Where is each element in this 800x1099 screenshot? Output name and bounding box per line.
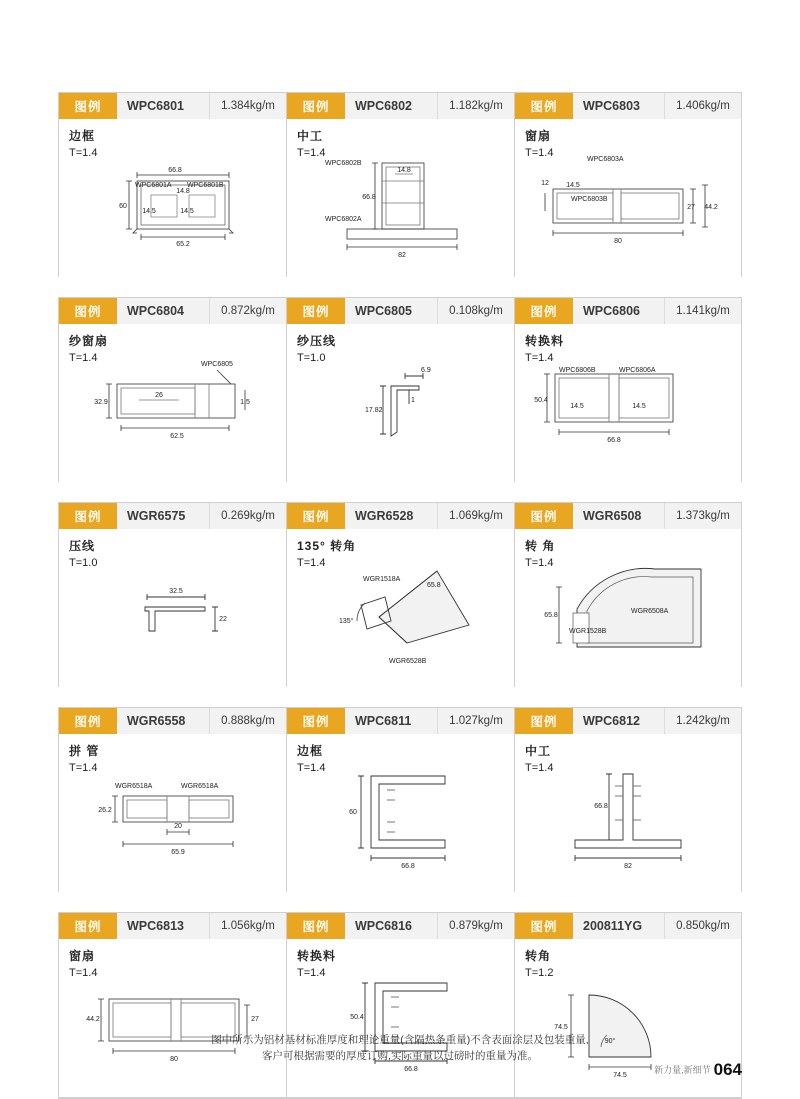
product-code: 200811YG bbox=[573, 913, 665, 939]
dim-label: 74.5 bbox=[613, 1072, 627, 1079]
product-thickness: T=1.4 bbox=[525, 762, 554, 774]
product-thickness: T=1.0 bbox=[297, 352, 326, 364]
profile-drawing bbox=[59, 961, 287, 1087]
product-thickness: T=1.4 bbox=[297, 557, 326, 569]
product-code: WPC6802 bbox=[345, 93, 438, 119]
card-header bbox=[515, 298, 741, 324]
dim-label: 14.5 bbox=[142, 208, 156, 215]
dim-label: 44.2 bbox=[704, 204, 718, 211]
dim-label: 66.8 bbox=[404, 1066, 418, 1073]
part-label: WPC6802A bbox=[325, 216, 362, 223]
page-number-value: 064 bbox=[713, 1060, 742, 1079]
product-weight: 1.406kg/m bbox=[665, 93, 741, 119]
product-thickness: T=1.4 bbox=[69, 147, 98, 159]
legend-tag: 图例 bbox=[287, 93, 345, 119]
dim-label: 14.5 bbox=[180, 208, 194, 215]
card-body bbox=[287, 324, 514, 482]
profile-drawing bbox=[515, 141, 743, 267]
dim-label: 14.5 bbox=[566, 182, 580, 189]
product-grid bbox=[58, 92, 742, 1099]
dim-label: 14.8 bbox=[397, 167, 411, 174]
card-header bbox=[59, 708, 286, 734]
page-number bbox=[654, 1060, 742, 1080]
legend-tag: 图例 bbox=[59, 93, 117, 119]
dim-label: 66.8 bbox=[362, 194, 376, 201]
product-code: WGR6575 bbox=[117, 503, 210, 529]
dim-label: 14.5 bbox=[570, 403, 584, 410]
product-code: WPC6811 bbox=[345, 708, 438, 734]
card-header bbox=[287, 503, 514, 529]
legend-tag: 图例 bbox=[515, 913, 573, 939]
product-thickness: T=1.4 bbox=[297, 762, 326, 774]
product-code: WPC6812 bbox=[573, 708, 665, 734]
product-thickness: T=1.2 bbox=[525, 967, 554, 979]
row-gap bbox=[58, 687, 742, 707]
row-gap bbox=[58, 482, 742, 502]
product-weight: 0.850kg/m bbox=[665, 913, 741, 939]
part-label: WGR6528B bbox=[389, 658, 427, 665]
product-thickness: T=1.4 bbox=[69, 352, 98, 364]
card-body bbox=[59, 529, 286, 687]
dim-label: 26 bbox=[155, 392, 163, 399]
product-card[interactable] bbox=[514, 92, 742, 277]
dim-label: 22 bbox=[219, 616, 227, 623]
card-header bbox=[59, 298, 286, 324]
product-weight: 1.182kg/m bbox=[438, 93, 514, 119]
card-header bbox=[287, 298, 514, 324]
legend-tag: 图例 bbox=[287, 913, 345, 939]
product-code: WPC6801 bbox=[117, 93, 210, 119]
dim-label: 66.8 bbox=[401, 863, 415, 870]
legend-tag: 图例 bbox=[59, 708, 117, 734]
part-label: WPC6803B bbox=[571, 196, 608, 203]
product-card[interactable] bbox=[286, 297, 514, 482]
product-weight: 1.242kg/m bbox=[665, 708, 741, 734]
product-weight: 1.027kg/m bbox=[438, 708, 514, 734]
legend-tag: 图例 bbox=[287, 708, 345, 734]
product-card[interactable] bbox=[58, 502, 286, 687]
legend-tag: 图例 bbox=[59, 503, 117, 529]
card-body bbox=[515, 324, 741, 482]
card-header bbox=[515, 913, 741, 939]
dim-label: 44.2 bbox=[86, 1016, 100, 1023]
product-name: 拼 管 bbox=[69, 744, 100, 758]
row-gap bbox=[58, 277, 742, 297]
profile-drawing bbox=[287, 961, 515, 1087]
product-weight: 0.879kg/m bbox=[438, 913, 514, 939]
product-weight: 0.108kg/m bbox=[438, 298, 514, 324]
profile-drawing bbox=[515, 551, 743, 677]
dim-label: 66.8 bbox=[607, 437, 621, 444]
legend-tag: 图例 bbox=[515, 708, 573, 734]
card-header bbox=[59, 503, 286, 529]
product-weight: 1.056kg/m bbox=[210, 913, 286, 939]
product-name: 135° 转角 bbox=[297, 539, 357, 553]
dim-label: 60 bbox=[119, 203, 127, 210]
dim-label: 82 bbox=[624, 863, 632, 870]
dim-label: 65.8 bbox=[544, 612, 558, 619]
card-header bbox=[287, 708, 514, 734]
profile-drawing bbox=[59, 551, 287, 677]
dim-label: 6.9 bbox=[421, 367, 431, 374]
card-body bbox=[515, 529, 741, 687]
card-body bbox=[59, 734, 286, 892]
product-name: 边框 bbox=[69, 129, 96, 143]
dim-label: 135° bbox=[339, 618, 354, 625]
card-header bbox=[515, 708, 741, 734]
profile-drawing bbox=[59, 346, 287, 472]
product-weight: 0.872kg/m bbox=[210, 298, 286, 324]
legend-tag: 图例 bbox=[287, 298, 345, 324]
dim-label: 27 bbox=[251, 1016, 259, 1023]
legend-tag: 图例 bbox=[59, 298, 117, 324]
legend-tag: 图例 bbox=[515, 503, 573, 529]
dim-label: 80 bbox=[614, 238, 622, 245]
product-card[interactable] bbox=[514, 502, 742, 687]
card-header bbox=[287, 93, 514, 119]
dim-label: 82 bbox=[398, 252, 406, 259]
part-label: WPC6805 bbox=[201, 361, 233, 368]
product-name: 窗扇 bbox=[525, 129, 552, 143]
product-code: WPC6813 bbox=[117, 913, 210, 939]
card-body bbox=[515, 734, 741, 892]
card-body bbox=[59, 324, 286, 482]
part-label: WGR1528B bbox=[569, 628, 607, 635]
profile-drawing bbox=[287, 141, 515, 267]
dim-label: 74.5 bbox=[554, 1024, 568, 1031]
product-code: WPC6806 bbox=[573, 298, 665, 324]
product-name: 转 角 bbox=[525, 539, 556, 553]
card-body bbox=[287, 119, 514, 277]
product-weight: 1.069kg/m bbox=[438, 503, 514, 529]
card-body bbox=[287, 939, 514, 1098]
part-label: WPC6801B bbox=[187, 182, 224, 189]
profile-drawing bbox=[287, 551, 515, 677]
product-code: WPC6804 bbox=[117, 298, 210, 324]
part-label: WGR1518A bbox=[363, 576, 401, 583]
product-card[interactable] bbox=[58, 912, 286, 1099]
product-card[interactable] bbox=[58, 707, 286, 892]
dim-label: 17.82 bbox=[365, 407, 383, 414]
part-label: WPC6806A bbox=[619, 367, 656, 374]
dim-label: 1.5 bbox=[240, 399, 250, 406]
dim-label: 65.8 bbox=[427, 582, 441, 589]
dim-label: 32.5 bbox=[169, 588, 183, 595]
dim-label: 50.4 bbox=[534, 397, 548, 404]
product-thickness: T=1.4 bbox=[525, 147, 554, 159]
dim-label: 90° bbox=[604, 1038, 616, 1045]
product-name: 中工 bbox=[525, 744, 552, 758]
card-body bbox=[59, 119, 286, 277]
part-label: WPC6802B bbox=[325, 160, 362, 167]
card-header bbox=[59, 913, 286, 939]
row-gap bbox=[58, 892, 742, 912]
card-header bbox=[59, 93, 286, 119]
card-body bbox=[515, 119, 741, 277]
profile-drawing bbox=[287, 346, 515, 472]
product-code: WGR6508 bbox=[573, 503, 665, 529]
product-thickness: T=1.4 bbox=[69, 967, 98, 979]
dim-label: 26.2 bbox=[98, 807, 112, 814]
part-label: WPC6801A bbox=[135, 182, 172, 189]
card-body bbox=[287, 529, 514, 687]
product-weight: 1.373kg/m bbox=[665, 503, 741, 529]
dim-label: 65.2 bbox=[176, 241, 190, 248]
profile-drawing bbox=[515, 756, 743, 882]
footer-line-2: 客户可根据需要的厚度订购,实际重量以过磅时的重量为准。 bbox=[262, 1050, 538, 1062]
product-thickness: T=1.0 bbox=[69, 557, 98, 569]
legend-tag: 图例 bbox=[287, 503, 345, 529]
product-name: 边框 bbox=[297, 744, 324, 758]
dim-label: 60 bbox=[349, 809, 357, 816]
profile-drawing bbox=[59, 141, 287, 267]
product-weight: 0.888kg/m bbox=[210, 708, 286, 734]
product-name: 转角 bbox=[525, 949, 552, 963]
profile-drawing bbox=[287, 756, 515, 882]
dim-label: 12 bbox=[541, 180, 549, 187]
dim-label: 20 bbox=[174, 823, 182, 830]
dim-label: 66.8 bbox=[168, 167, 182, 174]
product-name: 纱压线 bbox=[297, 334, 337, 348]
product-thickness: T=1.4 bbox=[297, 967, 326, 979]
product-code: WGR6528 bbox=[345, 503, 438, 529]
product-card[interactable] bbox=[58, 92, 286, 277]
dim-label: 80 bbox=[170, 1056, 178, 1063]
part-label: WGR6518A bbox=[115, 783, 153, 790]
dim-label: 1 bbox=[411, 397, 415, 404]
profile-drawing bbox=[515, 346, 743, 472]
product-weight: 1.384kg/m bbox=[210, 93, 286, 119]
card-header bbox=[515, 93, 741, 119]
legend-tag: 图例 bbox=[515, 93, 573, 119]
product-card[interactable] bbox=[286, 502, 514, 687]
product-code: WGR6558 bbox=[117, 708, 210, 734]
product-name: 纱窗扇 bbox=[69, 334, 109, 348]
part-label: WGR6518A bbox=[181, 783, 219, 790]
product-card[interactable] bbox=[58, 297, 286, 482]
dim-label: 50.4 bbox=[350, 1014, 364, 1021]
dim-label: 66.8 bbox=[594, 803, 608, 810]
dim-label: 32.9 bbox=[94, 399, 108, 406]
footer-line-1: 图中所示为铝材基材标准厚度和理论重量(含隔热条重量)不含表面涂层及包装重量, bbox=[211, 1034, 589, 1046]
dim-label: 27 bbox=[687, 204, 695, 211]
product-thickness: T=1.4 bbox=[69, 762, 98, 774]
part-label: WGR6508A bbox=[631, 608, 669, 615]
product-thickness: T=1.4 bbox=[525, 352, 554, 364]
product-name: 压线 bbox=[69, 539, 96, 553]
product-card[interactable] bbox=[286, 92, 514, 277]
product-name: 中工 bbox=[297, 129, 324, 143]
part-label: WPC6803A bbox=[587, 156, 624, 163]
dim-label: 14.5 bbox=[632, 403, 646, 410]
product-weight: 1.141kg/m bbox=[665, 298, 741, 324]
product-card[interactable] bbox=[514, 297, 742, 482]
product-code: WPC6803 bbox=[573, 93, 665, 119]
legend-tag: 图例 bbox=[59, 913, 117, 939]
product-name: 转换料 bbox=[297, 949, 337, 963]
brand-slogan: 新力量,新细节 bbox=[654, 1065, 711, 1075]
dim-label: 65.9 bbox=[171, 849, 185, 856]
legend-tag: 图例 bbox=[515, 298, 573, 324]
product-weight: 0.269kg/m bbox=[210, 503, 286, 529]
product-name: 转换料 bbox=[525, 334, 565, 348]
product-thickness: T=1.4 bbox=[297, 147, 326, 159]
dim-label: 14.8 bbox=[176, 188, 190, 195]
card-header bbox=[287, 913, 514, 939]
product-card[interactable] bbox=[286, 707, 514, 892]
product-thickness: T=1.4 bbox=[525, 557, 554, 569]
product-code: WPC6816 bbox=[345, 913, 438, 939]
footer-note bbox=[58, 1032, 742, 1064]
part-label: WPC6806B bbox=[559, 367, 596, 374]
product-card[interactable] bbox=[514, 707, 742, 892]
card-header bbox=[515, 503, 741, 529]
dim-label: 62.5 bbox=[170, 433, 184, 440]
product-card[interactable] bbox=[286, 912, 514, 1099]
profile-drawing bbox=[59, 756, 287, 882]
card-body bbox=[59, 939, 286, 1098]
product-name: 窗扇 bbox=[69, 949, 96, 963]
product-code: WPC6805 bbox=[345, 298, 438, 324]
card-body bbox=[287, 734, 514, 892]
